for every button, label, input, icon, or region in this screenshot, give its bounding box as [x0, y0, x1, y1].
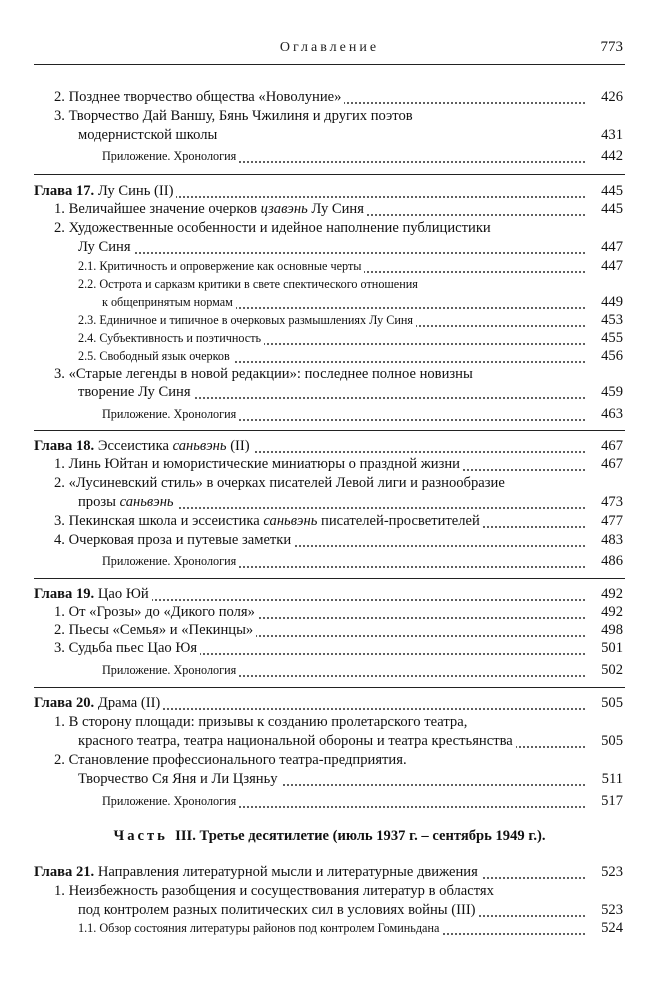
toc-chapter-entry: Глава 19. Цао Юй 492 [34, 586, 623, 602]
toc-entry: 1. Неизбежность разобщения и сосуществования литератур в областях [0, 881, 659, 901]
toc-subentry: к общепринятым нормам 449 [102, 294, 623, 310]
toc-entry: модернистской школы 431 [78, 127, 623, 143]
toc-entry: 2. Пьесы «Семья» и «Пекинцы» 498 [54, 622, 623, 638]
toc-entry: 3. Пекинская школа и эссеистика саньвэнь писателей-просветителей 477 [54, 513, 623, 529]
toc-entry: 3. Творчество Дай Ваншу, Бянь Чжилиня и других поэтов [0, 106, 659, 126]
toc-entry: Лу Синя 447 [78, 239, 623, 255]
toc-subentry: 2.2. Острота и сарказм критики в свете спектического отношения [0, 274, 659, 294]
toc-entry: творение Лу Синя 459 [78, 384, 623, 400]
section-divider [34, 578, 625, 579]
toc-chapter-entry: Глава 18. Эссеистика саньвэнь (II) 467 [34, 438, 623, 454]
toc-entry: 2. Становление профессионального театра-предприятия. [0, 750, 659, 770]
toc-entry: 1. Линь Юйтан и юмористические миниатюры о праздной жизни 467 [54, 456, 623, 472]
toc-appendix-entry: Приложение. Хронология 463 [102, 406, 623, 422]
toc-subentry: 2.4. Субъективность и поэтичность 455 [78, 330, 623, 346]
toc-entry: прозы саньвэнь 473 [78, 494, 623, 510]
toc-entry: 2. Художественные особенности и идейное наполнение публицистики [0, 218, 659, 238]
toc-entry: под контролем разных политических сил в условиях войны (III) 523 [78, 902, 623, 918]
toc-chapter-entry: Глава 21. Направления литературной мысли и литературные движения 523 [34, 864, 623, 880]
toc-subentry: 2.1. Критичность и опровержение как основные черты 447 [78, 258, 623, 274]
toc-entry: 4. Очерковая проза и путевые заметки 483 [54, 532, 623, 548]
toc-entry: 1. Величайшее значение очерков цзавэнь Лу Синя 445 [54, 201, 623, 217]
toc-appendix-entry: Приложение. Хронология 442 [102, 148, 623, 164]
toc-entry: 2. «Лусиневский стиль» в очерках писателей Левой лиги и разнообразие [0, 473, 659, 493]
toc-appendix-entry: Приложение. Хронология 502 [102, 662, 623, 678]
toc-entry: 1. От «Грозы» до «Дикого поля» 492 [54, 604, 623, 620]
toc-chapter-entry: Глава 20. Драма (II) 505 [34, 695, 623, 711]
toc-entry: 3. «Старые легенды в новой редакции»: последнее полное новизны [0, 364, 659, 384]
running-header-title: Оглавление [279, 40, 380, 55]
section-divider [34, 174, 625, 175]
toc-entry: красного театра, театра национальной обороны и театра крестьянства 505 [78, 733, 623, 749]
toc-appendix-entry: Приложение. Хронология 517 [102, 793, 623, 809]
toc-subentry: 2.3. Единичное и типичное в очерковых размышлениях Лу Синя 453 [78, 312, 623, 328]
toc-chapter-entry: Глава 17. Лу Синь (II) 445 [34, 183, 623, 199]
section-divider [34, 430, 625, 431]
page-number: 773 [600, 39, 623, 55]
toc-subentry: 1.1. Обзор состояния литературы районов под контролем Гоминьдана 524 [78, 920, 623, 936]
toc-appendix-entry: Приложение. Хронология 486 [102, 553, 623, 569]
header-rule [34, 64, 625, 65]
toc-entry: 1. В сторону площади: призывы к созданию пролетарского театра, [0, 712, 659, 732]
toc-entry: Творчество Ся Яня и Ли Цзяньу 511 [78, 771, 623, 787]
toc-entry: 2. Позднее творчество общества «Новолуние» 426 [54, 89, 623, 105]
section-divider [34, 687, 625, 688]
toc-subentry: 2.5. Свободный язык очерков 456 [78, 348, 623, 364]
toc-entry: 3. Судьба пьес Цао Юя 501 [54, 640, 623, 656]
part-heading: Часть III. Третье десятилетие (июль 1937 г. – сентябрь 1949 г.). [113, 828, 546, 844]
